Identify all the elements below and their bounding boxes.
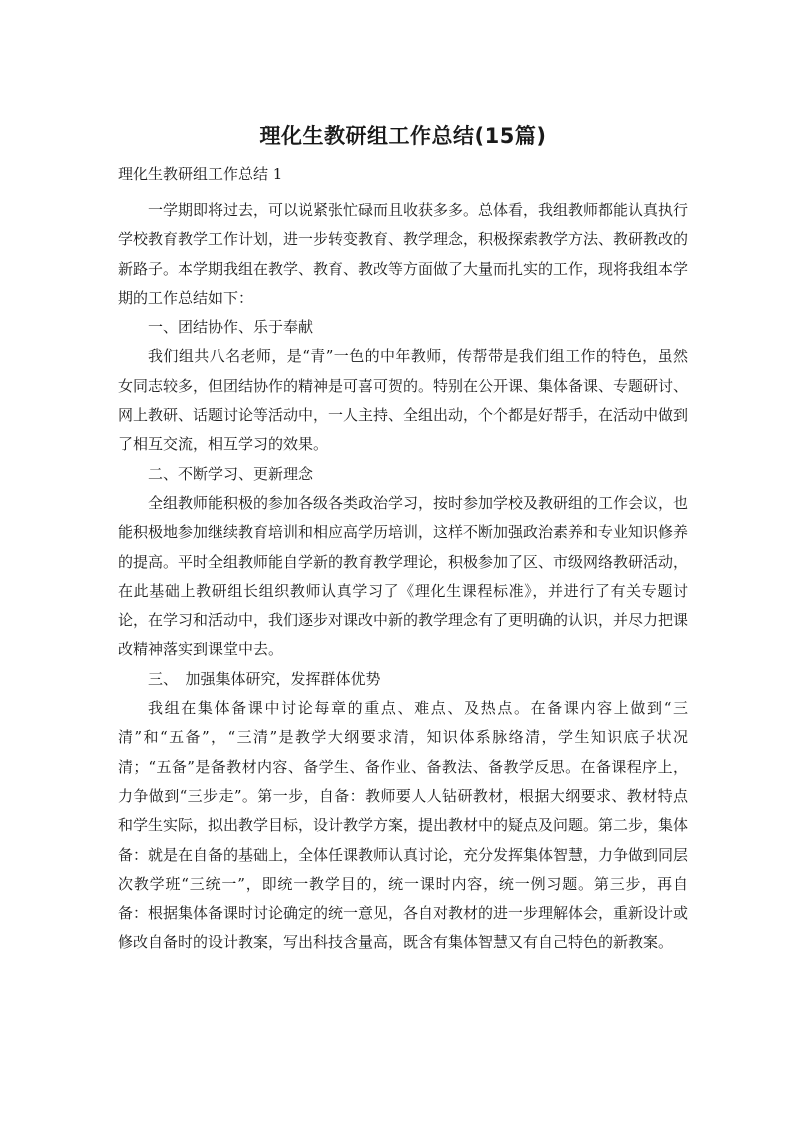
paragraph-collective-research: 我组在集体备课中讨论每章的重点、难点、及热点。在备课内容上做到“三清”和“五备”，“三清”是教学大纲要求清，知识体系脉络清，学生知识底子状况清；“五备”是备教材内容、备学生、备作业、备教法、备教学反思。在备课程序上，力争做到“三步走”。第一步，自备：教师要人人钻研教材，根据大纲要求、教材特点和学生实际，拟出教学目标，设计教学方案，提出教材中的疑点及问题。第二步，集体备：就是在自备的基础上，全体任课教师认真讨论，充分发挥集体智慧，力争做到同层次教学班“三统一”，即统一教学目的，统一课时内容，统一例习题。第三步，再自备：根据集体备课时讨论确定的统一意见，各自对教材的进一步理解体会，重新设计或修改自备时的设计教案，写出科技含量高，既含有集体智慧又有自己特色的新教案。 <box>118 699 689 952</box>
heading-collective-research: 三、 加强集体研究，发挥群体优势 <box>148 669 381 688</box>
paragraph-unity: 我们组共八名老师，是“青”一色的中年教师，传帮带是我们组工作的特色，虽然女同志较多，但团结协作的精神是可喜可贺的。特别在公开课、集体备课、专题研讨、网上教研、话题讨论等活动中，一人主持、全组出动，个个都是好帮手，在活动中做到了相互交流，相互学习的效果。 <box>118 347 689 454</box>
paragraph-intro: 一学期即将过去，可以说紧张忙碌而且收获多多。总体看，我组教师都能认真执行学校教育教学工作计划，进一步转变教育、教学理念，积极探索教学方法、教研教改的新路子。本学期我组在教学、教育、教改等方面做了大量而扎实的工作，现将我组本学期的工作总结如下： <box>118 201 689 307</box>
heading-learning: 二、不断学习、更新理念 <box>148 464 314 483</box>
document-body <box>118 196 688 958</box>
document-title: 理化生教研组工作总结(15篇) <box>259 124 547 148</box>
heading-unity: 一、团结协作、乐于奉献 <box>148 318 314 337</box>
paragraph-learning: 全组教师能积极的参加各级各类政治学习，按时参加学校及教研组的工作会议，也能积极地参加继续教育培训和相应高学历培训，这样不断加强政治素养和专业知识修养的提高。平时全组教师能自学新的教育教学理论，积极参加了区、市级网络教研活动，在此基础上教研组长组织教师认真学习了《理化生课程标准》，并进行了有关专题讨论，在学习和活动中，我们逐步对课改中新的教学理念有了更明确的认识，并尽力把课改精神落实到课堂中去。 <box>118 493 689 659</box>
section-subtitle: 理化生教研组工作总结 1 <box>118 165 283 183</box>
